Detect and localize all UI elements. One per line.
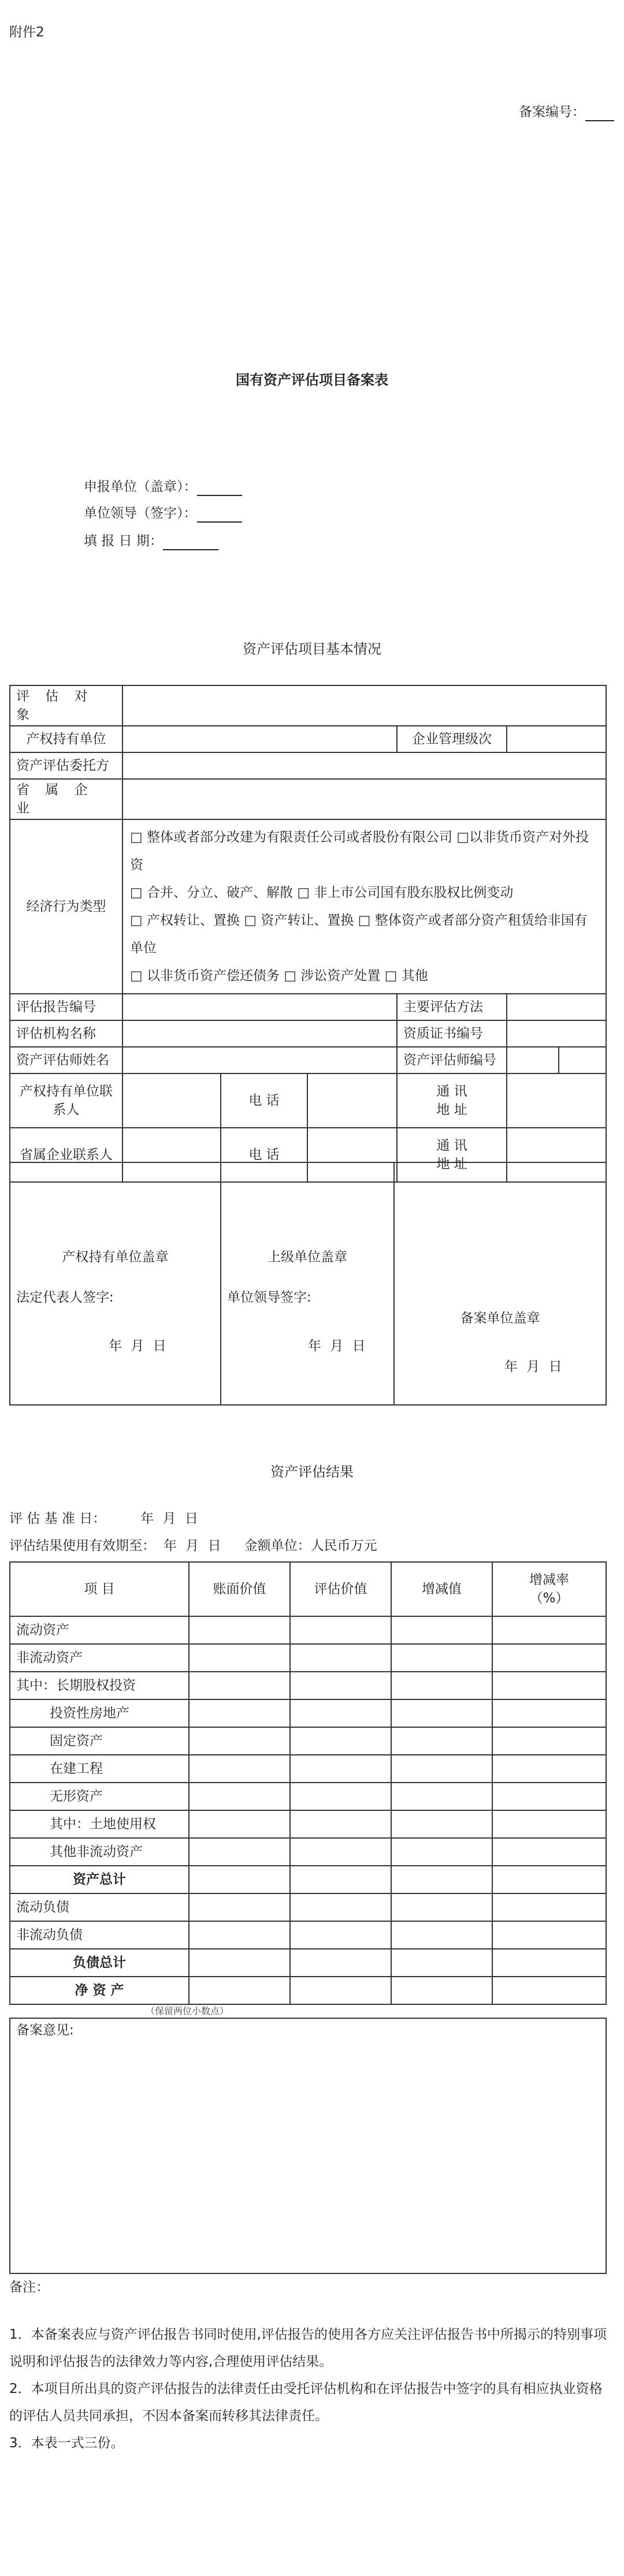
behavior-options[interactable] [122,819,606,994]
value-cell[interactable] [290,1644,391,1672]
value-cell[interactable] [189,1921,290,1949]
row-label: 负债总计 [10,1949,189,1977]
value-cell[interactable] [492,1727,606,1755]
value-cell[interactable] [492,1672,606,1699]
province-enterprise-field[interactable] [122,779,606,819]
value-cell[interactable] [391,1783,492,1810]
owner-unit-field[interactable] [122,726,397,752]
applicant-leader-blank[interactable] [197,508,242,523]
value-cell[interactable] [290,1616,391,1644]
note-item: 3．本表一式三份。 [9,2436,124,2451]
table-row [10,1977,606,2004]
report-no-label: 评估报告编号 [10,994,122,1020]
value-cell[interactable] [290,1838,391,1866]
main-method-label: 主要评估方法 [397,994,507,1020]
report-no-field[interactable] [122,994,397,1020]
owner-contact-field[interactable] [122,1073,221,1128]
result-section-title: 资产评估结果 [270,1464,354,1480]
table-row [10,1616,606,1644]
applicant-unit [84,478,242,496]
value-cell[interactable] [492,1616,606,1644]
behavior-type-label: 经济行为类型 [10,819,122,994]
value-cell[interactable] [391,1921,492,1949]
record-number-blank[interactable] [585,106,614,121]
owner-seal-label: 产权持有单位盖章 [62,1250,169,1265]
value-cell[interactable] [290,1810,391,1838]
valid-until-label: 评估结果使用有效期至： [9,1538,155,1553]
opinion-label: 备案意见: [16,2023,74,2038]
appraiser-no-label: 资产评估师编号 [397,1047,507,1073]
value-cell[interactable] [189,1783,290,1810]
value-cell[interactable] [189,1810,290,1838]
base-date-line [9,1509,198,1528]
value-cell[interactable] [391,1616,492,1644]
value-cell[interactable] [290,1783,391,1810]
value-cell[interactable] [492,1810,606,1838]
value-cell[interactable] [290,1699,391,1727]
value-cell[interactable] [290,1866,391,1893]
col-header: 增减率（%） [492,1562,606,1616]
value-cell[interactable] [290,1949,391,1977]
filing-seal-label: 备案单位盖章 [460,1311,540,1326]
owner-address-label: 通 讯 地 址 [397,1073,507,1128]
value-cell[interactable] [290,1755,391,1783]
applicant-unit-label: 申报单位（盖章）： [84,479,197,494]
base-date-value[interactable]: 年 月 日 [140,1511,198,1526]
row-label: 其中：土地使用权 [10,1810,189,1838]
applicant-leader [84,504,242,523]
owner-phone-field[interactable] [307,1073,397,1128]
table-row [10,1644,606,1672]
notes-list [9,2321,614,2457]
value-cell[interactable] [189,1644,290,1672]
province-enterprise-label: 省 属 企 业 [10,779,122,819]
valid-until-line [9,1537,377,1555]
row-label: 其中：长期股权投资 [10,1672,189,1699]
result-table [9,1561,607,2005]
cert-no-label: 资质证书编号 [397,1020,507,1047]
value-cell[interactable] [189,1838,290,1866]
commissioner-field[interactable] [122,752,606,779]
superior-seal-date: 年 月 日 [308,1339,366,1354]
row-label: 资产总计 [10,1866,189,1893]
row-label: 无形资产 [10,1783,189,1810]
appraiser-name-label: 资产评估师姓名 [10,1047,122,1073]
row-label: 流动负债 [10,1893,189,1921]
owner-unit-label: 产权持有单位 [10,726,122,752]
table-row [10,1699,606,1727]
col-header: 账面价值 [189,1562,290,1616]
value-cell[interactable] [492,1977,606,2004]
row-label: 净 资 产 [10,1977,189,2004]
value-cell[interactable] [391,1977,492,2004]
value-cell[interactable] [391,1644,492,1672]
currency-unit: 金额单位：人民币万元 [244,1538,377,1553]
value-cell[interactable] [189,1727,290,1755]
row-label: 投资性房地产 [10,1699,189,1727]
province-address-label: 通 讯 地 址 [397,1128,507,1182]
value-cell[interactable] [290,1727,391,1755]
row-label: 非流动负债 [10,1921,189,1949]
applicant-leader-label: 单位领导（签字）： [84,506,197,521]
value-cell[interactable] [492,1783,606,1810]
value-cell[interactable] [391,1866,492,1893]
value-cell[interactable] [492,1893,606,1921]
agency-name-field[interactable] [122,1020,397,1047]
applicant-date [84,532,218,550]
behavior-option-line[interactable]: □ 整体或者部分改建为有限责任公司或者股份有限公司 □以非货币资产对外投资 [130,830,589,873]
attachment-label: 附件2 [9,25,44,40]
decimals-note: （保留两位小数点） [146,2005,229,2016]
owner-address-field[interactable] [507,1073,606,1128]
behavior-option-line[interactable]: □ 合并、分立、破产、解散 □ 非上市公司国有股东股权比例变动 [130,885,514,900]
appraiser-no-extra[interactable] [559,1047,606,1073]
table-row [10,1727,606,1755]
value-cell[interactable] [391,1949,492,1977]
value-cell[interactable] [290,1921,391,1949]
row-label: 在建工程 [10,1755,189,1783]
legal-rep-label: 法定代表人签字: [16,1290,114,1305]
filing-seal-cell[interactable] [394,1162,606,1405]
value-cell[interactable] [492,1699,606,1727]
value-cell[interactable] [492,1921,606,1949]
table-row [10,1866,606,1893]
record-number [519,103,614,121]
applicant-date-label: 填 报 日 期： [84,534,163,549]
agency-name-label: 评估机构名称 [10,1020,122,1047]
table-row [10,1921,606,1949]
value-cell[interactable] [290,1893,391,1921]
value-cell[interactable] [189,1866,290,1893]
basic-info-table [9,685,607,1183]
value-cell[interactable] [189,1949,290,1977]
value-cell[interactable] [391,1893,492,1921]
value-cell[interactable] [492,1949,606,1977]
value-cell[interactable] [189,1977,290,2004]
table-row [10,1893,606,1921]
value-cell[interactable] [391,1699,492,1727]
notes-label: 备注： [9,2280,49,2295]
applicant-date-blank[interactable] [163,535,218,550]
appraiser-no-field[interactable] [507,1047,559,1073]
behavior-option-line[interactable]: □ 以非货币资产偿还债务 □ 涉讼资产处置 □ 其他 [130,968,428,983]
row-label: 非流动资产 [10,1644,189,1672]
commissioner-label: 资产评估委托方 [10,752,122,779]
value-cell[interactable] [492,1755,606,1783]
page-title: 国有资产评估项目备案表 [236,372,388,388]
value-cell[interactable] [391,1672,492,1699]
value-cell[interactable] [391,1810,492,1838]
value-cell[interactable] [189,1893,290,1921]
cert-no-field[interactable] [507,1020,606,1047]
row-label: 其他非流动资产 [10,1838,189,1866]
superior-seal-label: 上级单位盖章 [268,1250,347,1265]
value-cell[interactable] [492,1838,606,1866]
mgmt-level-field[interactable] [507,726,606,752]
value-cell[interactable] [391,1838,492,1866]
value-cell[interactable] [189,1699,290,1727]
valid-until-value[interactable]: 年 月 日 [164,1538,221,1553]
table-row [10,1838,606,1866]
value-cell[interactable] [290,1672,391,1699]
note-item: 2．本项目所出具的资产评估报告的法律责任由受托评估机构和在评估报告中签字的具有相应执业资格的评估人员共同承担，不因本备案而转移其法律责任。 [9,2381,603,2424]
value-cell[interactable] [391,1755,492,1783]
value-cell[interactable] [492,1644,606,1672]
basic-section-title: 资产评估项目基本情况 [243,641,381,657]
table-row [10,1810,606,1838]
table-row [10,1783,606,1810]
stamp-table [9,1162,607,1406]
note-item: 1．本备案表应与资产评估报告书同时使用,评估报告的使用各方应关注评估报告书中所揭示的特别事项说明和评估报告的法律效力等内容,合理使用评估结果。 [9,2327,607,2369]
opinion-box[interactable] [9,2018,607,2274]
applicant-unit-blank[interactable] [197,481,242,496]
value-cell[interactable] [492,1866,606,1893]
col-header: 项 目 [10,1562,189,1616]
base-date-label: 评 估 基 准 日： [9,1511,106,1526]
table-row [10,1755,606,1783]
appraiser-name-field[interactable] [122,1047,397,1073]
row-label: 流动资产 [10,1616,189,1644]
owner-seal-cell[interactable] [10,1162,221,1405]
table-row [10,1949,606,1977]
owner-contact-label: 产权持有单位联系人 [10,1073,122,1128]
leader-sign-label: 单位领导签字: [227,1290,311,1305]
filing-seal-date: 年 月 日 [504,1359,562,1374]
col-header: 评估价值 [290,1562,391,1616]
eval-object-field[interactable] [122,685,606,726]
owner-seal-date: 年 月 日 [109,1339,166,1354]
value-cell[interactable] [189,1755,290,1783]
value-cell[interactable] [391,1727,492,1755]
col-header: 增减值 [391,1562,492,1616]
owner-phone-label: 电 话 [221,1073,307,1128]
record-number-label: 备案编号： [519,105,585,120]
value-cell[interactable] [290,1977,391,2004]
superior-seal-cell[interactable] [221,1162,394,1405]
province-phone-label: 电 话 [221,1128,307,1182]
eval-object-label: 评 估 对 象 [10,685,122,726]
mgmt-level-label: 企业管理级次 [397,726,507,752]
value-cell[interactable] [189,1616,290,1644]
value-cell[interactable] [189,1672,290,1699]
province-contact-label: 省属企业联系人 [10,1128,122,1182]
table-row [10,1672,606,1699]
behavior-option-line[interactable]: □ 产权转让、置换 □ 资产转让、置换 □ 整体资产或者部分资产租赁给非国有单位 [130,913,588,956]
result-rows [10,1616,606,2004]
row-label: 固定资产 [10,1727,189,1755]
main-method-field[interactable] [507,994,606,1020]
